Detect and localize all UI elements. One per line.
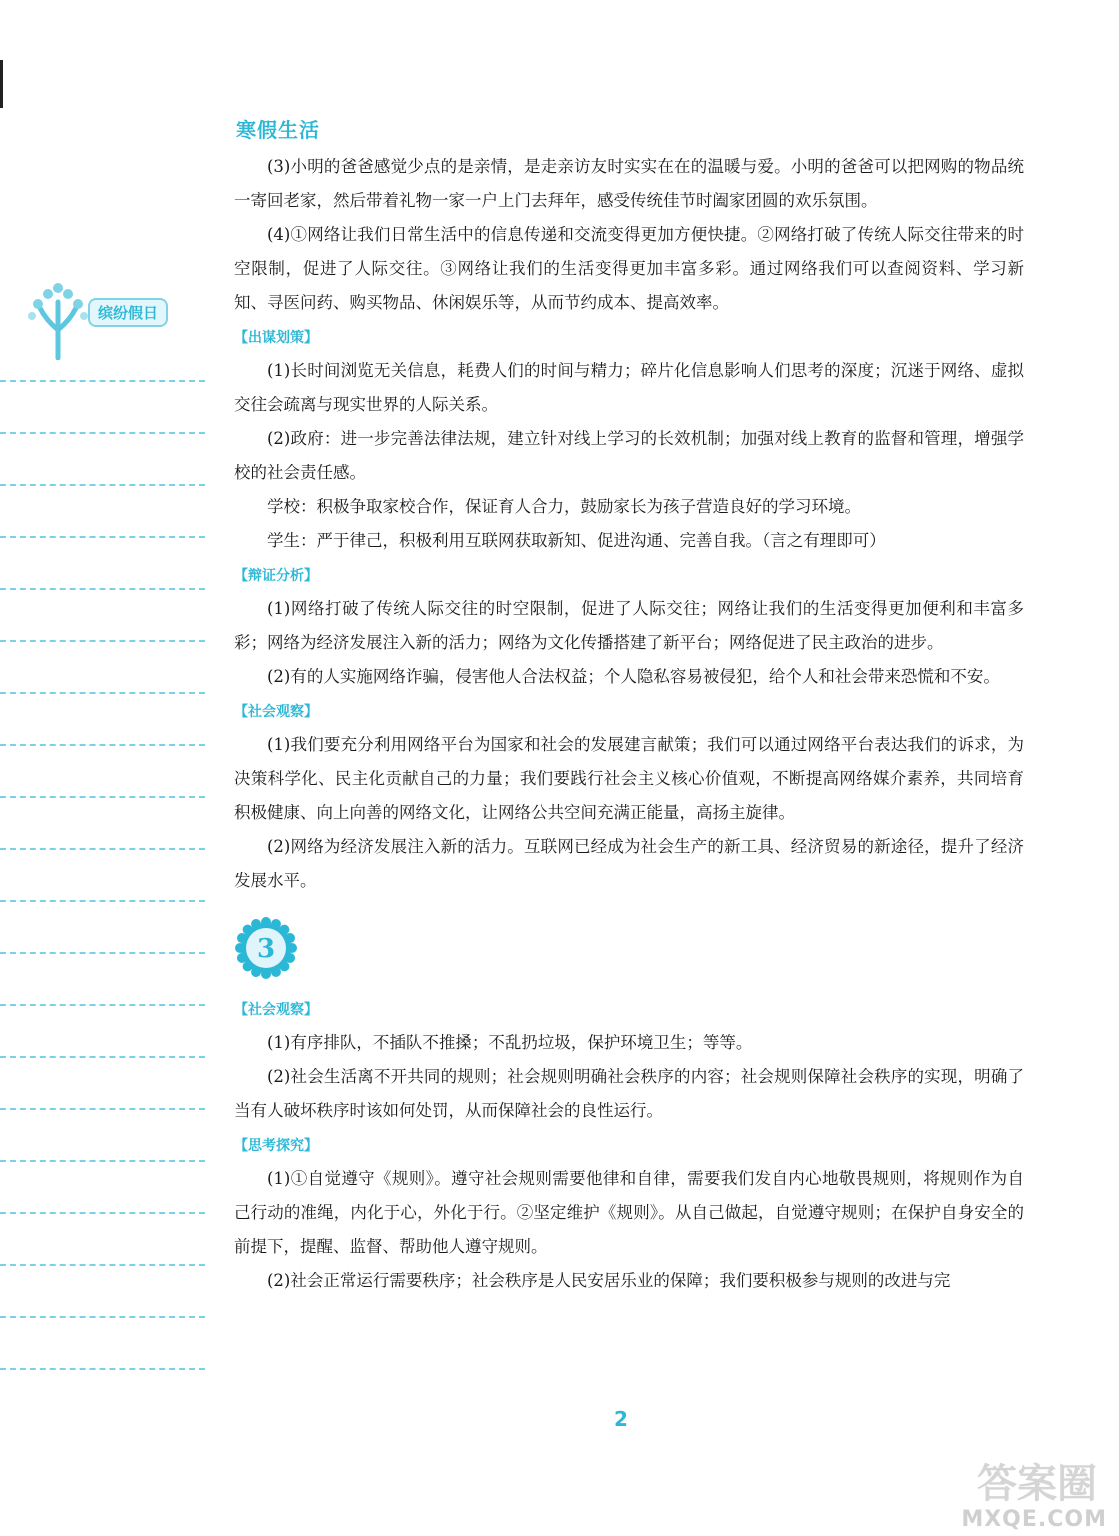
answer-paragraph: (1)我们要充分利用网络平台为国家和社会的发展建言献策；我们可以通过网络平台表达我们的诉求，为决策科学化、民主化贡献自己的力量；我们要践行社会主义核心价值观，不断提高网络媒介素养，共同培育积极健康、向上向善的网络文化，让网络公共空间充满正能量，高扬主旋律。 bbox=[234, 735, 1024, 822]
answer-paragraph: (4)①网络让我们日常生活中的信息传递和交流变得更加方便快捷。②网络打破了传统人际交往带来的时空限制，促进了人际交往。③网络让我们的生活变得更加丰富多彩。通过网络我们可以查阅资料、学习新知、寻医问药、购买物品、休闲娱乐等，从而节约成本、提高效率。 bbox=[234, 225, 1024, 312]
answer-paragraph: (2)网络为经济发展注入新的活力。互联网已经成为社会生产的新工具、经济贸易的新途径，提升了经济发展水平。 bbox=[234, 837, 1024, 890]
answer-paragraph: (2)政府：进一步完善法律法规，建立针对线上学习的长效机制；加强对线上教育的监督和管理，增强学校的社会责任感。 bbox=[234, 429, 1024, 482]
note-line bbox=[0, 432, 205, 434]
note-line bbox=[0, 1264, 205, 1266]
unit-number-badge bbox=[234, 916, 298, 980]
watermark-logo: 答案圈 bbox=[977, 1461, 1097, 1507]
note-line bbox=[0, 952, 205, 954]
note-line bbox=[0, 588, 205, 590]
answer-paragraph: (2)有的人实施网络诈骗，侵害他人合法权益；个人隐私容易被侵犯，给个人和社会带来恐慌和不安。 bbox=[267, 667, 1000, 686]
sidebar-logo-label: 缤纷假日 bbox=[88, 298, 168, 327]
page-title: 寒假生活 bbox=[236, 118, 320, 142]
answer-paragraph: (1)有序排队，不插队不推搡；不乱扔垃圾，保护环境卫生；等等。 bbox=[267, 1033, 753, 1052]
note-line bbox=[0, 1056, 205, 1058]
page-edge-mark bbox=[0, 60, 3, 108]
tree-icon bbox=[28, 280, 88, 360]
answer-paragraph: 学生：严于律己，积极利用互联网获取新知、促进沟通、完善自我。（言之有理即可） bbox=[267, 531, 886, 550]
note-line bbox=[0, 692, 205, 694]
note-line bbox=[0, 1212, 205, 1214]
section-label: 【社会观察】 bbox=[234, 1002, 318, 1018]
note-line bbox=[0, 744, 205, 746]
note-lines bbox=[0, 380, 205, 1380]
answer-paragraph: (1)长时间浏览无关信息，耗费人们的时间与精力；碎片化信息影响人们思考的深度；沉迷于网络、虚拟交往会疏离与现实世界的人际关系。 bbox=[234, 361, 1024, 414]
answer-paragraph: (1)①自觉遵守《规则》。遵守社会规则需要他律和自律，需要我们发自内心地敬畏规则，将规则作为自己行动的准绳，内化于心，外化于行。②坚定维护《规则》。从自己做起，自觉遵守规则；在保护自身安全的前提下，提醒、监督、帮助他人遵守规则。 bbox=[234, 1169, 1024, 1256]
note-line bbox=[0, 380, 205, 382]
note-line bbox=[0, 484, 205, 486]
note-line bbox=[0, 1108, 205, 1110]
answer-paragraph: (2)社会生活离不开共同的规则；社会规则明确社会秩序的内容；社会规则保障社会秩序的实现，明确了当有人破坏秩序时该如何处罚，从而保障社会的良性运行。 bbox=[234, 1067, 1024, 1120]
section-label: 【思考探究】 bbox=[234, 1138, 318, 1154]
note-line bbox=[0, 536, 205, 538]
note-line bbox=[0, 1316, 205, 1318]
sidebar-logo bbox=[28, 280, 208, 360]
note-line bbox=[0, 848, 205, 850]
answer-paragraph: (1)网络打破了传统人际交往的时空限制，促进了人际交往；网络让我们的生活变得更加便利和丰富多彩；网络为经济发展注入新的活力；网络为文化传播搭建了新平台；网络促进了民主政治的进步。 bbox=[234, 599, 1024, 652]
note-line bbox=[0, 900, 205, 902]
section-label: 【出谋划策】 bbox=[234, 330, 318, 346]
answer-paragraph: (2)社会正常运行需要秩序；社会秩序是人民安居乐业的保障；我们要积极参与规则的改进与完 bbox=[267, 1271, 951, 1290]
section-label: 【辩证分析】 bbox=[234, 568, 318, 584]
note-line bbox=[0, 796, 205, 798]
sun-badge-icon bbox=[234, 916, 298, 980]
note-line bbox=[0, 1160, 205, 1162]
watermark bbox=[897, 1452, 1107, 1532]
note-line bbox=[0, 1004, 205, 1006]
note-line bbox=[0, 640, 205, 642]
answer-paragraph: 学校：积极争取家校合作，保证育人合力，鼓励家长为孩子营造良好的学习环境。 bbox=[267, 497, 861, 516]
page-number: 2 bbox=[614, 1407, 628, 1431]
unit-number: 3 bbox=[256, 934, 276, 964]
answer-content bbox=[234, 150, 1024, 1298]
note-line bbox=[0, 1368, 205, 1370]
answer-paragraph: (3)小明的爸爸感觉少点的是亲情，是走亲访友时实实在在的温暖与爱。小明的爸爸可以把网购的物品统一寄回老家，然后带着礼物一家一户上门去拜年，感受传统佳节时阖家团圆的欢乐氛围。 bbox=[234, 157, 1024, 210]
watermark-text: MXQE.COM bbox=[961, 1507, 1107, 1532]
section-label: 【社会观察】 bbox=[234, 704, 318, 720]
